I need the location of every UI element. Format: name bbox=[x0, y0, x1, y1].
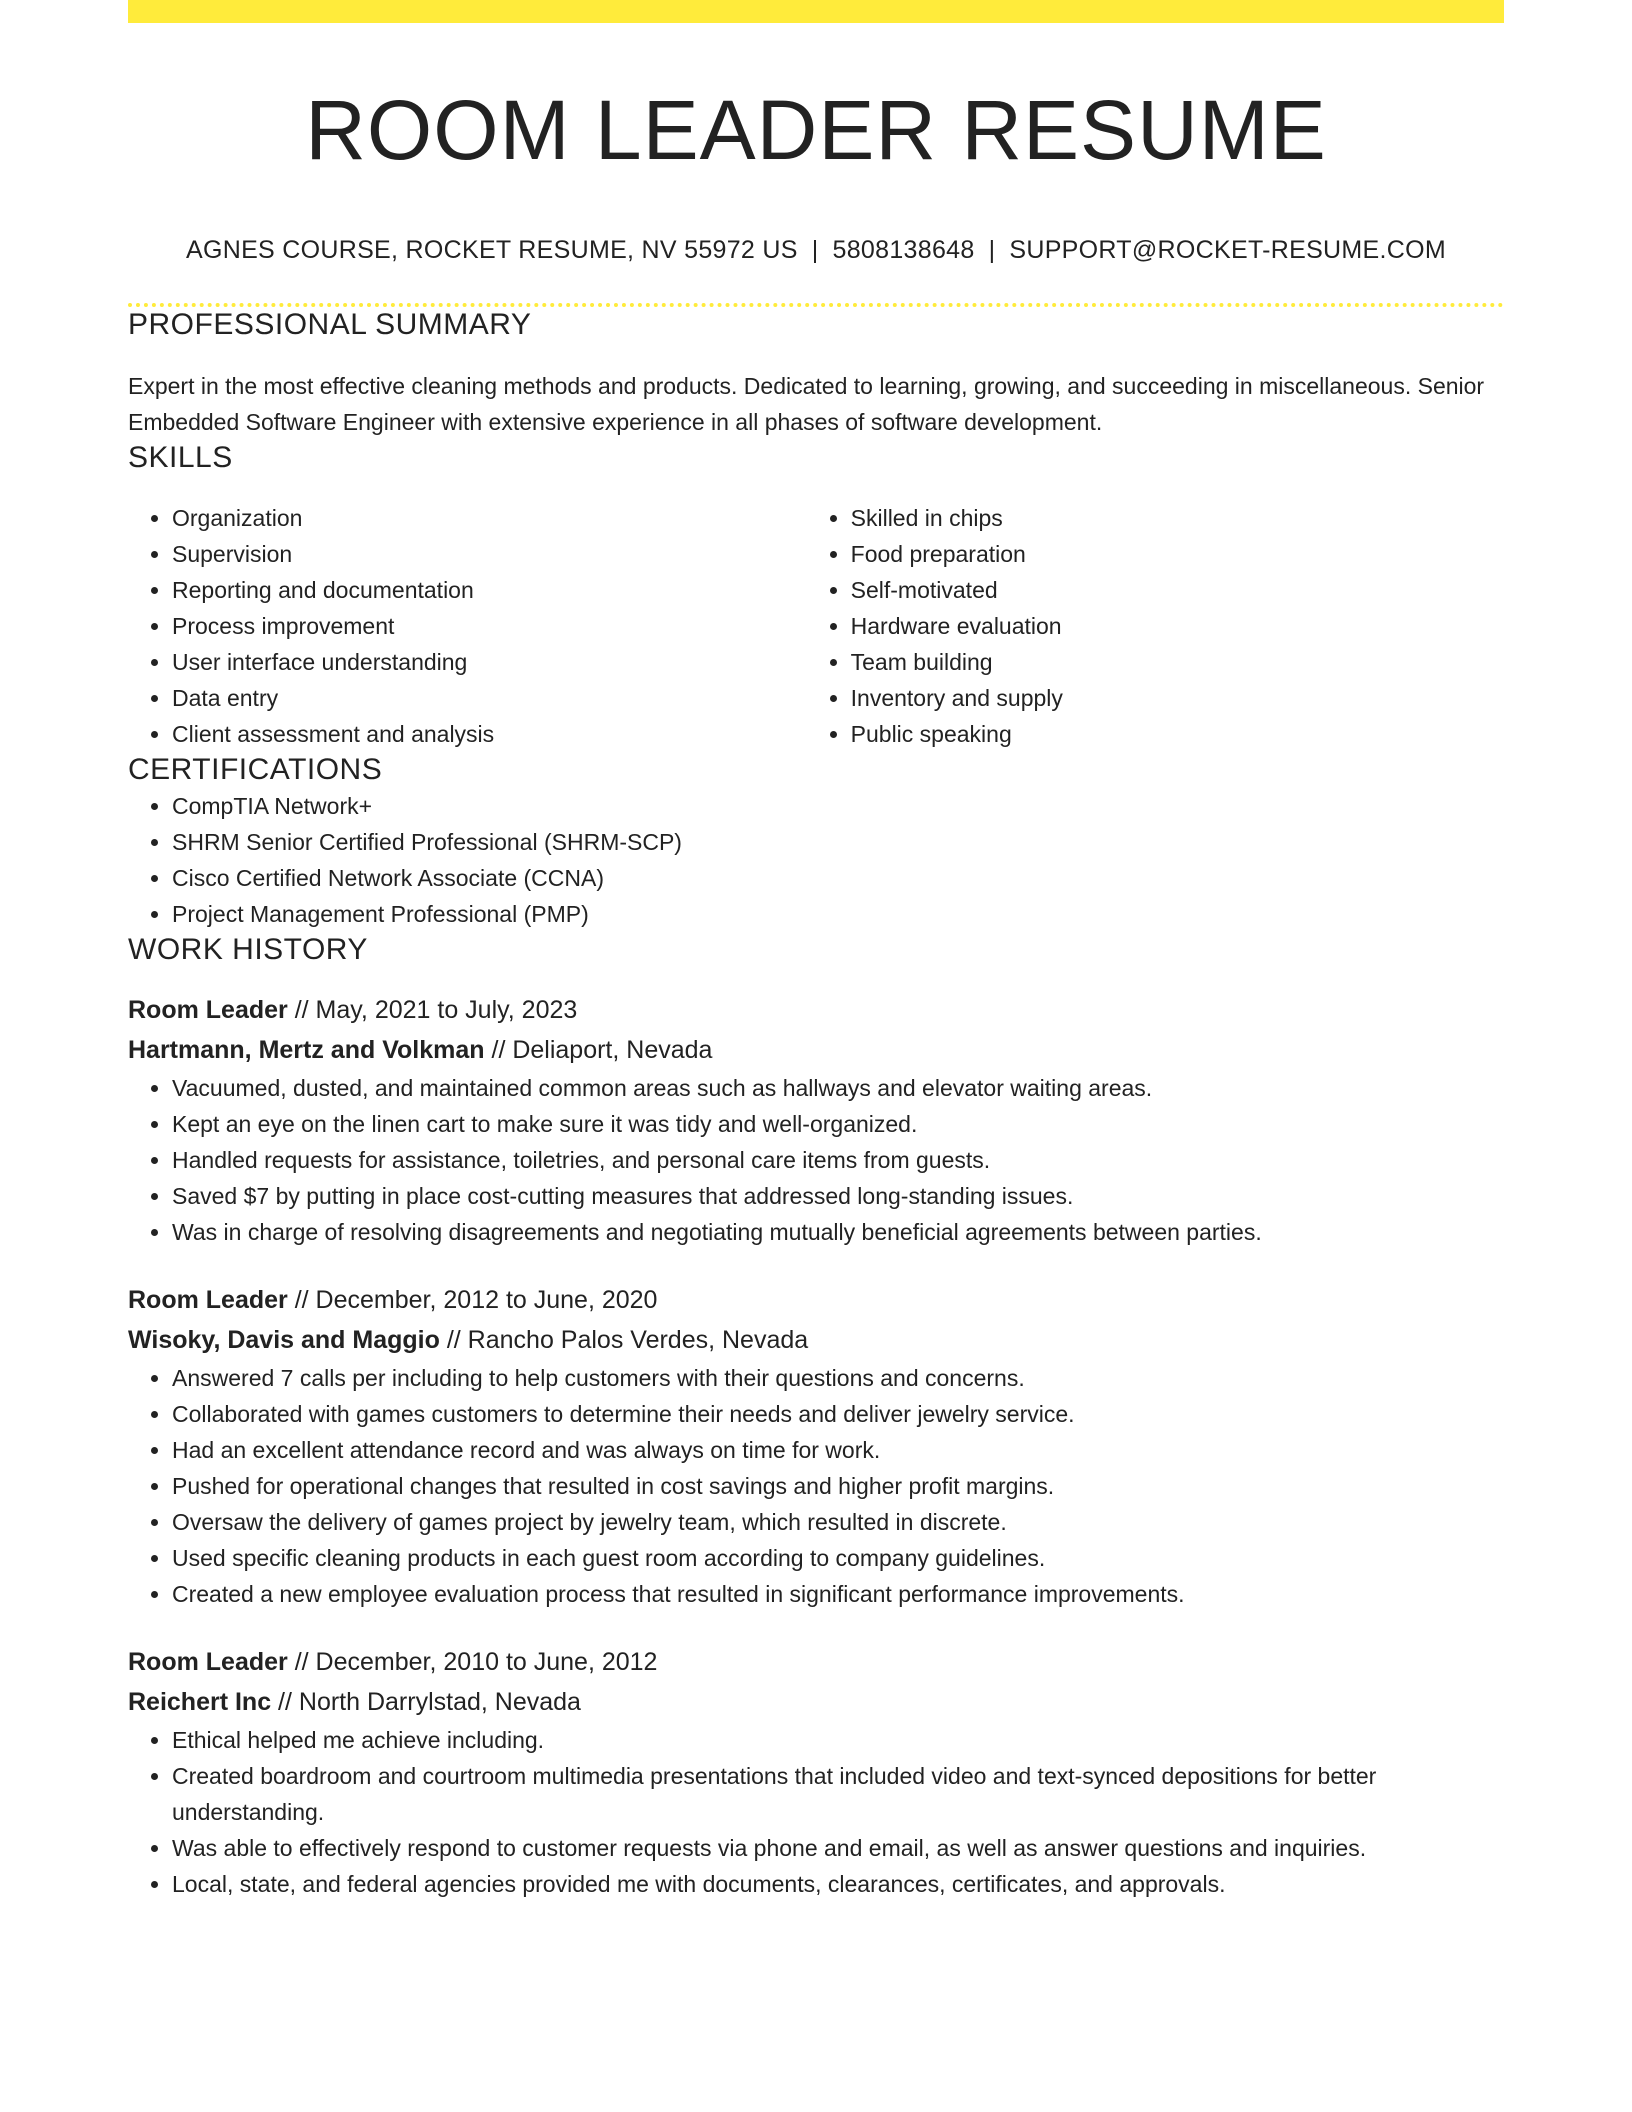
job-company-line bbox=[128, 1030, 1504, 1070]
job-title-line bbox=[128, 1642, 1504, 1682]
job-entry bbox=[128, 1280, 1504, 1612]
job-company: Reichert Inc bbox=[128, 1688, 272, 1716]
job-bullet: • Vacuumed, dusted, and maintained common areas such as hallways and elevator waiting areas. bbox=[172, 1070, 1504, 1106]
job-bullet: • Created a new employee evaluation process that resulted in significant performance improvements. bbox=[172, 1576, 1504, 1612]
job-bullets bbox=[128, 1360, 1504, 1612]
certification-item: • Cisco Certified Network Associate (CCNA) bbox=[172, 860, 1504, 896]
skills-columns bbox=[128, 500, 1504, 752]
contact-line bbox=[128, 235, 1504, 265]
job-company: Wisoky, Davis and Maggio bbox=[128, 1326, 440, 1354]
resume-title: ROOM LEADER RESUME bbox=[305, 83, 1327, 177]
job-bullet: • Handled requests for assistance, toiletries, and personal care items from guests. bbox=[172, 1142, 1504, 1178]
job-title: Room Leader bbox=[128, 1286, 288, 1314]
skill-item: • Self-motivated bbox=[851, 572, 1504, 608]
summary-heading: PROFESSIONAL SUMMARY bbox=[128, 308, 532, 341]
summary-text: Expert in the most effective cleaning methods and products. Dedicated to learning, growing, and succeeding in miscellaneous. Senior Embedded Software Engineer with extensive experience in all phases of software development. bbox=[128, 373, 1485, 435]
work-history-heading: WORK HISTORY bbox=[128, 933, 368, 966]
job-bullet: • Created boardroom and courtroom multimedia presentations that included video and text-synced depositions for better understanding. bbox=[172, 1758, 1504, 1830]
certification-item: • CompTIA Network+ bbox=[172, 788, 1504, 824]
job-bullet: • Ethical helped me achieve including. bbox=[172, 1722, 1504, 1758]
job-bullets bbox=[128, 1070, 1504, 1250]
skill-item: • Process improvement bbox=[172, 608, 807, 644]
resume-page bbox=[128, 0, 1504, 1902]
job-bullet: • Was able to effectively respond to customer requests via phone and email, as well as answer questions and inquiries. bbox=[172, 1830, 1504, 1866]
job-title-line bbox=[128, 990, 1504, 1030]
contact-email: SUPPORT@ROCKET-RESUME.COM bbox=[1009, 236, 1446, 264]
job-title: Room Leader bbox=[128, 1648, 288, 1676]
skill-item: • Inventory and supply bbox=[851, 680, 1504, 716]
skill-item: • Supervision bbox=[172, 536, 807, 572]
skill-item: • Skilled in chips bbox=[851, 500, 1504, 536]
contact-address: AGNES COURSE, ROCKET RESUME, NV 55972 US bbox=[186, 236, 798, 264]
skill-item: • User interface understanding bbox=[172, 644, 807, 680]
job-bullet: • Used specific cleaning products in each guest room according to company guidelines. bbox=[172, 1540, 1504, 1576]
contact-separator: | bbox=[988, 236, 996, 264]
job-bullet: • Had an excellent attendance record and was always on time for work. bbox=[172, 1432, 1504, 1468]
job-dates: // December, 2012 to June, 2020 bbox=[287, 1286, 658, 1314]
job-title-line bbox=[128, 1280, 1504, 1320]
skill-item: • Organization bbox=[172, 500, 807, 536]
job-title: Room Leader bbox=[128, 996, 288, 1024]
job-bullets bbox=[128, 1722, 1504, 1902]
job-bullet: • Saved $7 by putting in place cost-cutting measures that addressed long-standing issues. bbox=[172, 1178, 1504, 1214]
job-entry bbox=[128, 1642, 1504, 1902]
job-bullet: • Pushed for operational changes that resulted in cost savings and higher profit margins. bbox=[172, 1468, 1504, 1504]
job-company-line bbox=[128, 1682, 1504, 1722]
skills-list-left bbox=[128, 500, 807, 752]
contact-separator: | bbox=[811, 236, 819, 264]
job-dates: // December, 2010 to June, 2012 bbox=[287, 1648, 658, 1676]
certifications-heading: CERTIFICATIONS bbox=[128, 753, 383, 786]
job-bullet: • Kept an eye on the linen cart to make sure it was tidy and well-organized. bbox=[172, 1106, 1504, 1142]
skills-heading: SKILLS bbox=[128, 441, 233, 474]
skill-item: • Food preparation bbox=[851, 536, 1504, 572]
certification-item: • SHRM Senior Certified Professional (SHRM-SCP) bbox=[172, 824, 1504, 860]
job-location: // Rancho Palos Verdes, Nevada bbox=[439, 1326, 809, 1354]
job-bullet: • Answered 7 calls per including to help customers with their questions and concerns. bbox=[172, 1360, 1504, 1396]
job-bullet: • Was in charge of resolving disagreements and negotiating mutually beneficial agreements between parties. bbox=[172, 1214, 1504, 1250]
job-location: // Deliaport, Nevada bbox=[484, 1036, 713, 1064]
skill-item: • Team building bbox=[851, 644, 1504, 680]
skill-item: • Data entry bbox=[172, 680, 807, 716]
contact-phone: 5808138648 bbox=[832, 236, 975, 264]
certifications-list bbox=[128, 788, 1504, 932]
job-company: Hartmann, Mertz and Volkman bbox=[128, 1036, 485, 1064]
skill-item: • Hardware evaluation bbox=[851, 608, 1504, 644]
job-bullet: • Local, state, and federal agencies provided me with documents, clearances, certificates, and approvals. bbox=[172, 1866, 1504, 1902]
job-entry bbox=[128, 990, 1504, 1250]
skills-list-right bbox=[807, 500, 1504, 752]
job-bullet: • Collaborated with games customers to determine their needs and deliver jewelry service. bbox=[172, 1396, 1504, 1432]
certification-item: • Project Management Professional (PMP) bbox=[172, 896, 1504, 932]
skill-item: • Client assessment and analysis bbox=[172, 716, 807, 752]
job-location: // North Darrylstad, Nevada bbox=[271, 1688, 581, 1716]
job-company-line bbox=[128, 1320, 1504, 1360]
skill-item: • Public speaking bbox=[851, 716, 1504, 752]
skill-item: • Reporting and documentation bbox=[172, 572, 807, 608]
job-dates: // May, 2021 to July, 2023 bbox=[287, 996, 578, 1024]
job-bullet: • Oversaw the delivery of games project by jewelry team, which resulted in discrete. bbox=[172, 1504, 1504, 1540]
